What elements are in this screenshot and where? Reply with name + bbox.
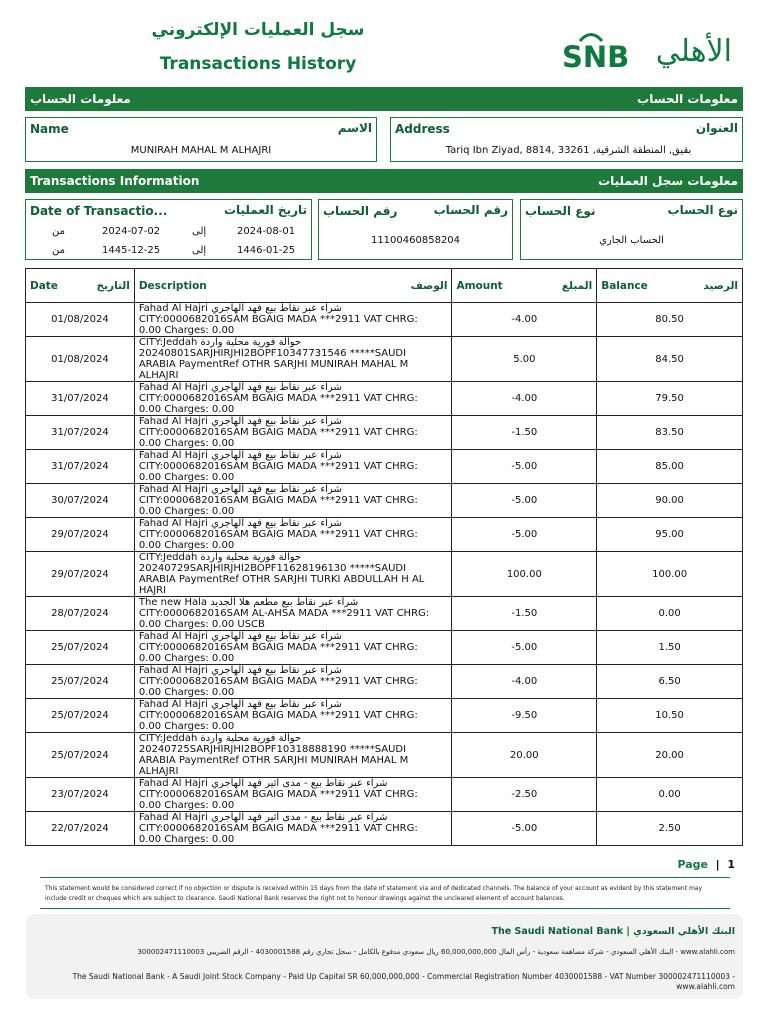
date-to-label-2: إلى	[192, 245, 207, 256]
row-description: CITY:Jeddah حوالة فورية محلية واردة 20240725SARJHIRJHI2BOPF10318888190 *****SAUDI ARABIA PaymentRef OTHR SARJHI MUNIRAH MAHAL M ALHAJRI	[134, 733, 452, 778]
logo-arabic-text: الأهلي	[655, 34, 732, 69]
date-to-label-1: إلى	[192, 226, 207, 237]
row-date: 31/07/2024	[26, 382, 135, 416]
table-row	[26, 484, 743, 518]
row-date: 31/07/2024	[26, 416, 135, 450]
row-amount: -1.50	[452, 597, 597, 631]
row-date: 30/07/2024	[26, 484, 135, 518]
header-desc-ar: الوصف	[410, 279, 448, 292]
transactions-info-bar-left: Transactions Information	[30, 174, 200, 188]
row-description: Fahad Al Hajri شراء عبر نقاط بيع فهد الهاجري CITY:0000682016SAM BGAIG MADA ***2911 VAT CHRG: 0.00 Charges: 0.00	[134, 303, 452, 337]
row-description: CITY:Jeddah حوالة فورية محلية واردة 20240729SARJHIRJHI2BOPF11628196130 *****SAUDI ARABIA PaymentRef OTHR SARJHI TURKI ABDULLAH H AL HAJRI	[134, 552, 452, 597]
header-balance-en: Balance	[601, 279, 648, 292]
header-date-ar: التاريخ	[96, 279, 130, 292]
row-balance: 84.50	[597, 337, 743, 382]
page-label: Page	[677, 858, 708, 871]
row-balance: 95.00	[597, 518, 743, 552]
account-info-bar-left: معلومات الحساب	[30, 92, 131, 106]
table-row	[26, 382, 743, 416]
row-amount: 5.00	[452, 337, 597, 382]
date-label-ar: تاريخ العمليات	[223, 203, 307, 217]
row-balance: 20.00	[597, 733, 743, 778]
row-date: 25/07/2024	[26, 631, 135, 665]
address-label-en: Address	[395, 122, 450, 136]
table-row	[26, 552, 743, 597]
row-balance: 90.00	[597, 484, 743, 518]
row-balance: 100.00	[597, 552, 743, 597]
account-type-value: الحساب الجاري	[599, 235, 664, 246]
row-amount: -4.00	[452, 303, 597, 337]
footer	[26, 914, 743, 999]
row-amount: -4.00	[452, 665, 597, 699]
row-balance: 83.50	[597, 416, 743, 450]
table-header-row	[26, 269, 743, 303]
transactions-table	[25, 268, 743, 846]
address-label-ar: العنوان	[695, 121, 738, 135]
table-row	[26, 778, 743, 812]
table-row	[26, 518, 743, 552]
disclaimer-text: This statement would be considered correct if no objection or dispute is received within 15 days from the date of statement via and of dedicated channels. The balance of your account as evident by this statement may include credit or cheques which are subject to clearance. Saudi National Bank reserves the right not to honour drawings against the uncleared element of account balances.	[45, 885, 703, 902]
row-date: 25/07/2024	[26, 699, 135, 733]
account-number-box	[318, 199, 513, 260]
table-row	[26, 631, 743, 665]
row-amount: 100.00	[452, 552, 597, 597]
row-date: 29/07/2024	[26, 518, 135, 552]
name-box	[25, 117, 377, 162]
date-to-1: 2024-08-01	[237, 226, 296, 237]
row-description: CITY:Jeddah حوالة فورية محلية واردة 20240801SARJHIRJHI2BOPF10347731546 *****SAUDI ARABIA PaymentRef OTHR SARJHI MUNIRAH MAHAL M ALHAJRI	[134, 337, 452, 382]
row-amount: -5.00	[452, 812, 597, 846]
header-balance-ar: الرصيد	[703, 279, 738, 292]
row-description: Fahad Al Hajri شراء عبر نقاط بيع - مدى أثير فهد الهاجري CITY:0000682016SAM BGAIG MADA ***2911 VAT CHRG: 0.00 Charges: 0.00	[134, 812, 452, 846]
footer-bank-name: The Saudi National Bank | البنك الأهلي السعودي	[491, 926, 735, 937]
row-balance: 1.50	[597, 631, 743, 665]
footer-english-info: The Saudi National Bank - A Saudi Joint Stock Company - Paid Up Capital SR 60,000,000,000 - Commercial Registration Number 4030001588 - VAT Number 300002471110003 - www.alahli.com	[72, 972, 735, 991]
row-amount: -5.00	[452, 450, 597, 484]
header-amount	[452, 269, 597, 303]
row-date: 31/07/2024	[26, 450, 135, 484]
account-type-box	[520, 199, 743, 260]
row-date: 25/07/2024	[26, 733, 135, 778]
transactions-info-bar	[25, 169, 743, 193]
date-from-1: 2024-07-02	[102, 226, 161, 237]
row-balance: 79.50	[597, 382, 743, 416]
account-info-bar-right: معلومات الحساب	[637, 92, 738, 106]
header-amount-ar: المبلغ	[561, 279, 593, 292]
table-row	[26, 733, 743, 778]
date-from-2: 1445-12-25	[102, 245, 161, 256]
row-description: Fahad Al Hajri شراء عبر نقاط بيع - مدى أثير فهد الهاجري CITY:0000682016SAM BGAIG MADA ***2911 VAT CHRG: 0.00 Charges: 0.00	[134, 778, 452, 812]
page-divider	[40, 877, 730, 878]
row-amount: 20.00	[452, 733, 597, 778]
row-balance: 6.50	[597, 665, 743, 699]
row-description: Fahad Al Hajri شراء عبر نقاط بيع فهد الهاجري CITY:0000682016SAM BGAIG MADA ***2911 VAT CHRG: 0.00 Charges: 0.00	[134, 484, 452, 518]
table-row	[26, 450, 743, 484]
page-indicator: Page | 1	[677, 858, 735, 871]
row-description: Fahad Al Hajri شراء عبر نقاط بيع فهد الهاجري CITY:0000682016SAM BGAIG MADA ***2911 VAT CHRG: 0.00 Charges: 0.00	[134, 416, 452, 450]
header-desc-en: Description	[138, 279, 207, 292]
address-value: Tariq Ibn Ziyad, 8814, 33261 ,بقيق, المنطقة الشرقية	[445, 145, 692, 156]
row-date: 22/07/2024	[26, 812, 135, 846]
row-date: 01/08/2024	[26, 303, 135, 337]
title-arabic: سجل العمليات الإلكتروني	[151, 20, 365, 40]
row-amount: -5.00	[452, 518, 597, 552]
account-info-bar	[25, 87, 743, 111]
header-description	[134, 269, 452, 303]
row-amount: -2.50	[452, 778, 597, 812]
table-row	[26, 416, 743, 450]
account-number-label-right: رقم الحساب	[433, 203, 508, 217]
row-description: The new Hala شراء عبر نقاط بيع مطعم هلا الجديد CITY:0000682016SAM AL-AHSA MADA ***2911 VAT CHRG: 0.00 Charges: 0.00 USCB	[134, 597, 452, 631]
name-label-en: Name	[30, 122, 69, 136]
name-label-ar: الاسم	[337, 121, 372, 135]
row-date: 01/08/2024	[26, 337, 135, 382]
row-description: Fahad Al Hajri شراء عبر نقاط بيع فهد الهاجري CITY:0000682016SAM BGAIG MADA ***2911 VAT CHRG: 0.00 Charges: 0.00	[134, 450, 452, 484]
account-number-value: 11100460858204	[370, 235, 461, 246]
row-description: Fahad Al Hajri شراء عبر نقاط بيع فهد الهاجري CITY:0000682016SAM BGAIG MADA ***2911 VAT CHRG: 0.00 Charges: 0.00	[134, 665, 452, 699]
row-balance: 10.50	[597, 699, 743, 733]
row-amount: -1.50	[452, 416, 597, 450]
row-balance: 2.50	[597, 812, 743, 846]
row-amount: -9.50	[452, 699, 597, 733]
title-english: Transactions History	[159, 54, 357, 74]
disclaimer-divider	[40, 908, 730, 909]
header-amount-en: Amount	[456, 279, 503, 292]
row-date: 28/07/2024	[26, 597, 135, 631]
table-row	[26, 337, 743, 382]
table-row	[26, 597, 743, 631]
date-from-label-1: من	[52, 226, 65, 237]
row-date: 29/07/2024	[26, 552, 135, 597]
date-from-label-2: من	[52, 245, 65, 256]
row-description: Fahad Al Hajri شراء عبر نقاط بيع فهد الهاجري CITY:0000682016SAM BGAIG MADA ***2911 VAT CHRG: 0.00 Charges: 0.00	[134, 518, 452, 552]
account-type-label-right: نوع الحساب	[667, 203, 738, 217]
table-row	[26, 665, 743, 699]
row-date: 23/07/2024	[26, 778, 135, 812]
table-row	[26, 812, 743, 846]
account-number-label-left: رقم الحساب	[323, 204, 398, 218]
transactions-info-bar-right: معلومات سجل العمليات	[598, 174, 738, 188]
row-amount: -5.00	[452, 631, 597, 665]
row-balance: 0.00	[597, 597, 743, 631]
date-label-en: Date of Transactio...	[30, 204, 168, 218]
table-row	[26, 699, 743, 733]
header-balance	[597, 269, 743, 303]
row-amount: -5.00	[452, 484, 597, 518]
date-to-2: 1446-01-25	[237, 245, 296, 256]
row-description: Fahad Al Hajri شراء عبر نقاط بيع فهد الهاجري CITY:0000682016SAM BGAIG MADA ***2911 VAT CHRG: 0.00 Charges: 0.00	[134, 631, 452, 665]
row-description: Fahad Al Hajri شراء عبر نقاط بيع فهد الهاجري CITY:0000682016SAM BGAIG MADA ***2911 VAT CHRG: 0.00 Charges: 0.00	[134, 382, 452, 416]
header-date	[26, 269, 135, 303]
snb-logo	[560, 30, 732, 76]
row-balance: 80.50	[597, 303, 743, 337]
date-box	[25, 199, 312, 260]
name-value: MUNIRAH MAHAL M ALHAJRI	[130, 145, 272, 156]
row-description: Fahad Al Hajri شراء عبر نقاط بيع فهد الهاجري CITY:0000682016SAM BGAIG MADA ***2911 VAT CHRG: 0.00 Charges: 0.00	[134, 699, 452, 733]
row-balance: 0.00	[597, 778, 743, 812]
header-date-en: Date	[30, 279, 58, 292]
table-row	[26, 303, 743, 337]
row-amount: -4.00	[452, 382, 597, 416]
logo-snb-text: SNB	[562, 40, 630, 74]
address-box	[390, 117, 743, 162]
row-balance: 85.00	[597, 450, 743, 484]
page-number: 1	[727, 858, 735, 871]
row-date: 25/07/2024	[26, 665, 135, 699]
transactions-body	[26, 303, 743, 846]
footer-arabic-info: البنك الأهلي السعودي - شركة مساهمة سعودية - رأس المال 60,000,000,000 ريال سعودي مدفوع بالكامل - سجل تجاري رقم 4030001588 - الرقم الضريبي 300002471110003 - www.alahli.com	[137, 948, 735, 956]
account-type-label-left: نوع الحساب	[525, 204, 596, 218]
